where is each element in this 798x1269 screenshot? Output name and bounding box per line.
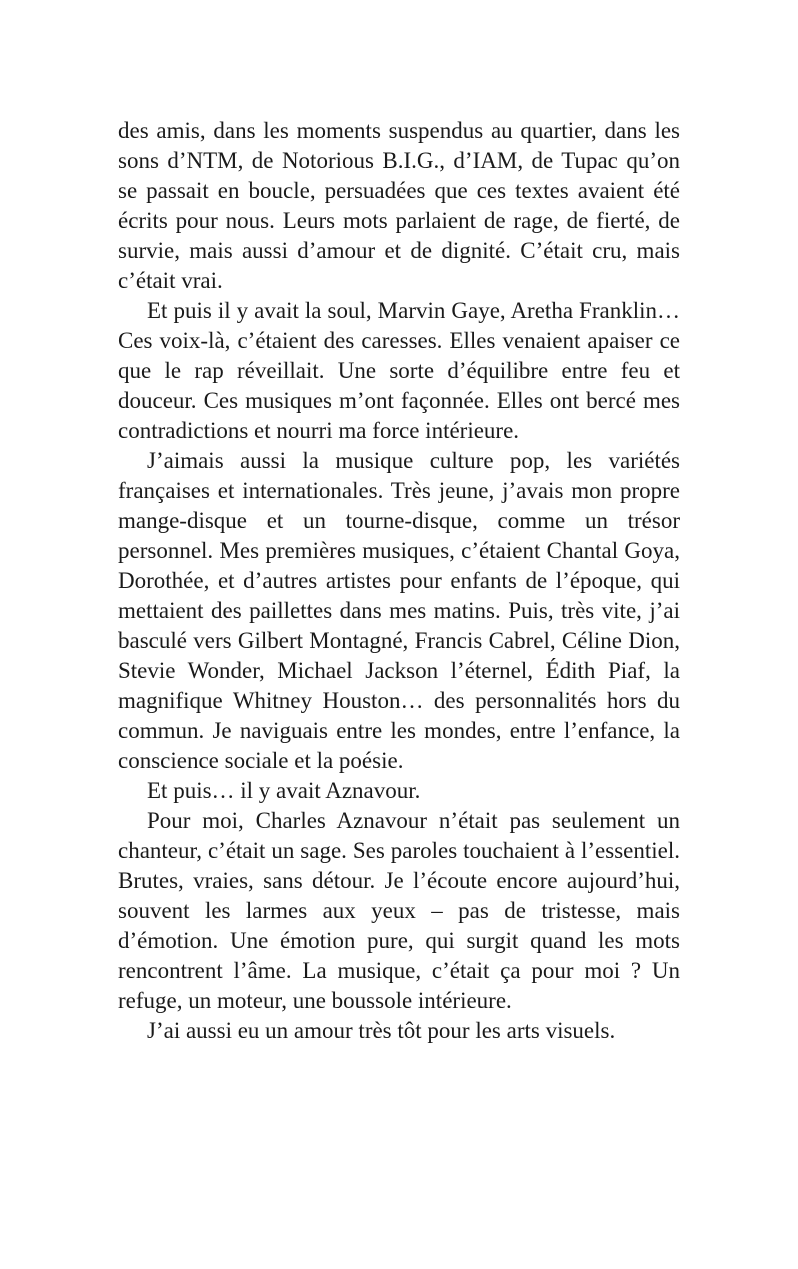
paragraph-pop-culture: J’aimais aussi la musique culture pop, les variétés françaises et internationales. Très jeune, j’avais mon propre mange-disque et un tourne-disque, comme un trésor personnel. Mes premières musiques, c’étaient Chantal Goya, Dorothée, et d’autres artistes pour enfants de l’époque, qui mettaient des paillettes dans mes matins. Puis, très vite, j’ai basculé vers Gilbert Montagné, Francis Cabrel, Céline Dion, Stevie Wonder, Michael Jackson l’éternel, Édith Piaf, la magnifique Whitney Houston… des personnalités hors du commun. Je naviguais entre les mondes, entre l’enfance, la conscience sociale et la poésie.: [118, 448, 680, 773]
paragraph-continued: des amis, dans les moments suspendus au quartier, dans les sons d’NTM, de Notorious B.I.G., d’IAM, de Tupac qu’on se passait en boucle, persuadées que ces textes avaient été écrits pour nous. Leurs mots parlaient de rage, de fierté, de survie, mais aussi d’amour et de dignité. C’était cru, mais c’était vrai.: [118, 118, 680, 293]
paragraph-aznavour: Pour moi, Charles Aznavour n’était pas seulement un chanteur, c’était un sage. Ses paroles touchaient à l’essentiel. Brutes, vraies, sans détour. Je l’écoute encore aujourd’hui, souvent les larmes aux yeux – pas de tristesse, mais d’émotion. Une émotion pure, qui surgit quand les mots rencontrent l’âme. La musique, c’était ça pour moi ? Un refuge, un moteur, une boussole intérieure.: [118, 808, 680, 1013]
book-page-body: [118, 116, 680, 1046]
paragraph-visual-arts: J’ai aussi eu un amour très tôt pour les arts visuels.: [147, 1018, 616, 1043]
paragraph-aznavour-intro: Et puis… il y avait Aznavour.: [147, 778, 421, 803]
paragraph-soul: Et puis il y avait la soul, Marvin Gaye, Aretha Franklin… Ces voix-là, c’étaient des caresses. Elles venaient apaiser ce que le rap réveillait. Une sorte d’équilibre entre feu et douceur. Ces musiques m’ont façonnée. Elles ont bercé mes contradictions et nourri ma force intérieure.: [118, 298, 680, 443]
